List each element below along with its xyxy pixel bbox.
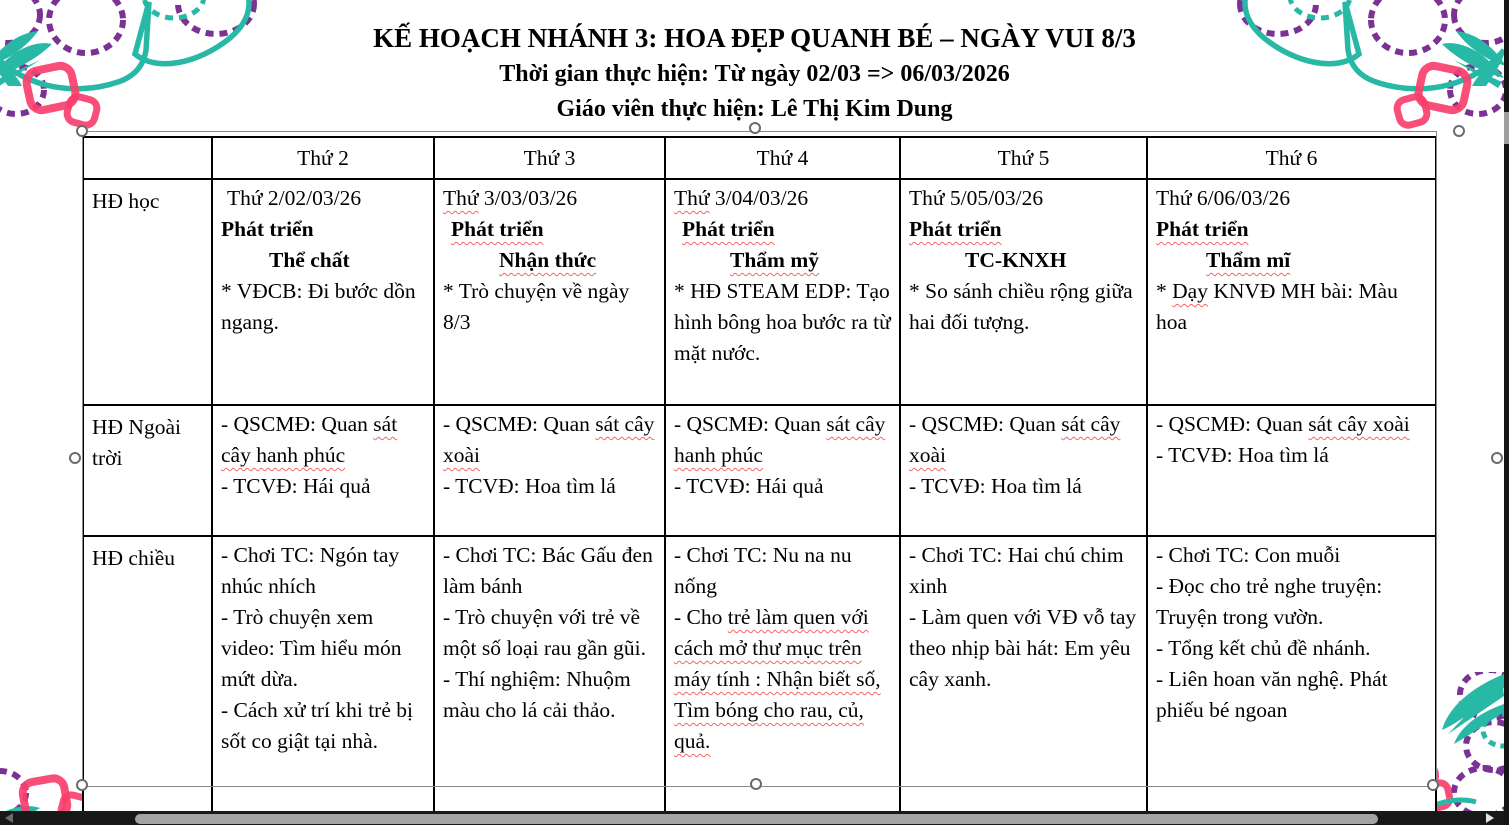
scroll-left-icon[interactable] bbox=[5, 813, 13, 823]
day-header-cell[interactable]: Thứ 6 bbox=[1147, 137, 1436, 179]
day-header-cell[interactable]: Thứ 2 bbox=[212, 137, 434, 179]
plan-cell[interactable]: - QSCMĐ: Quan sát cây xoài - TCVĐ: Hoa tìm lá bbox=[434, 405, 665, 536]
row-label-cell[interactable]: HĐ chiều bbox=[83, 536, 212, 815]
scroll-right-icon[interactable] bbox=[1486, 813, 1494, 823]
selection-handle-bottom-middle[interactable] bbox=[750, 778, 762, 790]
row-label-cell[interactable]: HĐ Ngoài trời bbox=[83, 405, 212, 536]
plan-cell[interactable]: Thứ 5/05/03/26 Phát triển TC-KNXH * So sánh chiều rộng giữa hai đối tượng. bbox=[900, 179, 1147, 405]
weekly-plan-table bbox=[82, 136, 1437, 816]
plan-cell[interactable]: - Chơi TC: Ngón tay nhúc nhích - Trò chuyện xem video: Tìm hiểu món mứt dừa. - Cách xử trí khi trẻ bị sốt co giật tại nhà. bbox=[212, 536, 434, 815]
corner-cell[interactable] bbox=[83, 137, 212, 179]
plan-cell[interactable]: Thứ 3/03/03/26 Phát triển Nhận thức * Trò chuyện về ngày 8/3 bbox=[434, 179, 665, 405]
title-block bbox=[0, 20, 1509, 127]
selection-handle-bottom-right[interactable] bbox=[1427, 779, 1439, 791]
plan-cell[interactable]: - Chơi TC: Hai chú chim xinh - Làm quen với VĐ vỗ tay theo nhịp bài hát: Em yêu cây xanh. bbox=[900, 536, 1147, 815]
horizontal-scrollbar[interactable] bbox=[0, 811, 1509, 825]
day-header-cell[interactable]: Thứ 3 bbox=[434, 137, 665, 179]
selection-handle-top-left[interactable] bbox=[76, 125, 88, 137]
selection-handle-top-right[interactable] bbox=[1453, 125, 1465, 137]
plan-cell[interactable]: - QSCMĐ: Quan sát cây hanh phúc - TCVĐ: Hái quả bbox=[212, 405, 434, 536]
day-header-cell[interactable]: Thứ 4 bbox=[665, 137, 900, 179]
plan-cell[interactable]: Thứ 2/02/03/26 Phát triển Thể chất * VĐCB: Đi bước dồn ngang. bbox=[212, 179, 434, 405]
table-row bbox=[83, 179, 1436, 405]
plan-cell[interactable]: - Chơi TC: Bác Gấu đen làm bánh - Trò chuyện với trẻ về một số loại rau gần gũi. - Thí nghiệm: Nhuộm màu cho lá cải thảo. bbox=[434, 536, 665, 815]
plan-cell[interactable]: - QSCMĐ: Quan sát cây xoài - TCVĐ: Hoa tìm lá bbox=[900, 405, 1147, 536]
plan-cell[interactable]: Thứ 6/06/03/26 Phát triển Thẩm mĩ * Dạy KNVĐ MH bài: Màu hoa bbox=[1147, 179, 1436, 405]
selection-handle-middle-left[interactable] bbox=[69, 452, 81, 464]
horizontal-scrollbar-thumb[interactable] bbox=[135, 814, 1378, 824]
plan-timeframe[interactable]: Thời gian thực hiện: Từ ngày 02/03 => 06/03/2026 bbox=[499, 61, 1010, 87]
selection-handle-bottom-left[interactable] bbox=[76, 779, 88, 791]
selection-handle-top-middle[interactable] bbox=[749, 122, 761, 134]
vertical-scrollbar-thumb[interactable] bbox=[1504, 112, 1509, 144]
plan-title[interactable]: KẾ HOẠCH NHÁNH 3: HOA ĐẸP QUANH BÉ – NGÀY VUI 8/3 bbox=[373, 23, 1136, 53]
plan-cell[interactable]: - QSCMĐ: Quan sát cây xoài - TCVĐ: Hoa tìm lá bbox=[1147, 405, 1436, 536]
plan-teacher[interactable]: Giáo viên thực hiện: Lê Thị Kim Dung bbox=[556, 96, 953, 122]
plan-cell[interactable]: - Chơi TC: Nu na nu nống - Cho trẻ làm quen với cách mở thư mục trên máy tính : Nhận biết số, Tìm bóng cho rau, củ, quả. bbox=[665, 536, 900, 815]
plan-cell[interactable]: Thứ 3/04/03/26 Phát triển Thẩm mỹ * HĐ STEAM EDP: Tạo hình bông hoa bước ra từ mặt nước. bbox=[665, 179, 900, 405]
plan-cell[interactable]: - Chơi TC: Con muỗi - Đọc cho trẻ nghe truyện: Truyện trong vườn. - Tổng kết chủ đề nhánh. - Liên hoan văn nghệ. Phát phiếu bé ngoan bbox=[1147, 536, 1436, 815]
table-row bbox=[83, 536, 1436, 815]
selection-handle-middle-right[interactable] bbox=[1491, 452, 1503, 464]
table-row bbox=[83, 405, 1436, 536]
plan-cell[interactable]: - QSCMĐ: Quan sát cây hanh phúc - TCVĐ: Hái quả bbox=[665, 405, 900, 536]
row-label-cell[interactable]: HĐ học bbox=[83, 179, 212, 405]
day-header-cell[interactable]: Thứ 5 bbox=[900, 137, 1147, 179]
table-header-row bbox=[83, 137, 1436, 179]
